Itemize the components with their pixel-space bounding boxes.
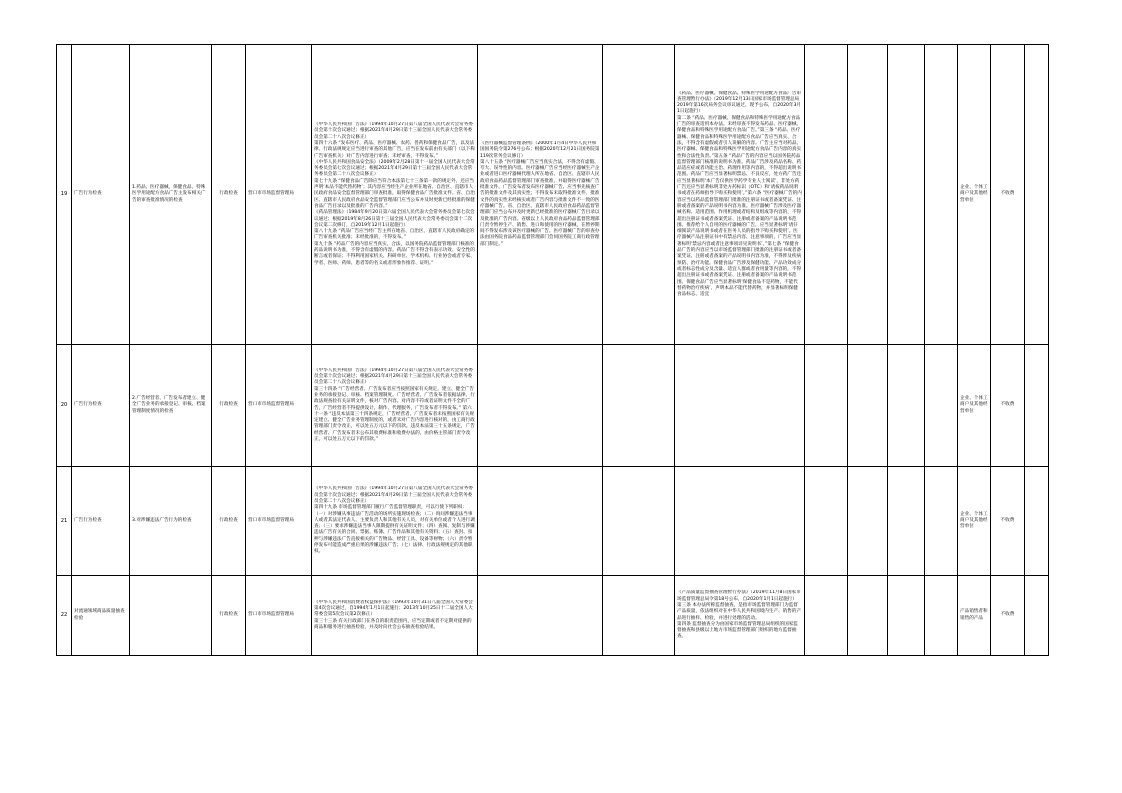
inspection-subject: 企业、个体工商户及其他经营单位 bbox=[958, 467, 991, 576]
row-index: 22 bbox=[57, 576, 72, 656]
inspection-name: 广告行为检查 bbox=[72, 467, 130, 576]
legal-basis-regulation bbox=[478, 345, 603, 467]
inspection-type: 行政检查 bbox=[212, 467, 246, 576]
fee-status: 不收费 bbox=[991, 467, 1025, 576]
legal-basis-rule: 《药品、医疗器械、保健食品、特殊医学用途配方食品广告审查管理暂行办法》（2019年12月13日国家市场监督管理总局2019年第16次局务会议审议通过，现予公布，自2020年3月1日起施行） 第二条 “药品、医疗器械、保健食品和特殊医学用途配方食品广告的审查适用本办法。未经审查不得发布药品、医疗器械、保健食品和特殊医学用途配方食品广告。”第三条 “药品、医疗器械、保健食品和特殊医学用途配方食品广告应当真实、合法，不得含有虚假或者引人误解的内容。广告主应当对药品、医疗器械、保健食品和特殊医学用途配方食品广告内容的真实性和合法性负责。”第五条 “药品广告的内容应当以国务院药品监督管理部门核准的说明书为准。药品广告涉及药品名称、药品适应症或者功能主治、药理作用等内容的，不得超出说明书范围。药品广告应当显著标明禁忌、不良反应，处方药广告还应当显著标明‘本广告仅供医学药学专业人士阅读’，非处方药广告还应当显著标明非处方药标识（OTC）和‘请按药品说明书或者在药师指导下购买和使用’。”第六条 “医疗器械广告的内容应当以药品监督管理部门批准的注册证书或者备案凭证、注册或者备案的产品说明书内容为准。医疗器械广告涉及医疗器械名称、适用范围、作用机理或者结构及组成等内容的，不得超出注册证书或者备案凭证、注册或者备案的产品说明书范围。推荐给个人自用的医疗器械的广告，应当显著标明‘请仔细阅读产品说明书或者在医务人员的指导下购买和使用’。医疗器械产品注册证书中有禁忌内容、注意事项的，广告应当显著标明‘禁忌内容或者注意事项详见说明书’。”第七条 “保健食品广告的内容应当以市场监督管理部门批准的注册证书或者备案凭证、注册或者备案的产品说明书内容为准，不得涉及疾病预防、治疗功能。保健食品广告涉及保健功能、产品功效成分或者标志性成分及含量、适宜人群或者食用量等内容的，不得超出注册证书或者备案凭证、注册或者备案的产品说明书范围。保健食品广告应当显著标明‘保健食品不是药物，不能代替药物治疗疾病’，声明本品不能代替药物，并显著标明保健食品标志、适宜 bbox=[677, 90, 802, 298]
legal-basis-regulation bbox=[478, 576, 603, 656]
inspection-name: 广告行为检查 bbox=[72, 345, 130, 467]
empty-cell bbox=[925, 345, 958, 467]
legal-basis-law: 《中华人民共和国广告法》（1994年10月27日第八届全国人民代表大会常务委员会第十次会议通过；根据2021年4月29日第十三届全国人民代表大会常务委员会第二十八次会议修正） 第三十四条 “广告经营者、广告发布者应当按照国家有关规定，建立、健全广告业务的承接登记、审核、档案管理制度。广告经营者、广告发布者依据法律、行政法规查验有关证明文件，核对广告内容。对内容不符或者证明文件不全的广告，广告经营者不得提供设计、制作、代理服务，广告发布者不得发布。” 第六十一条 “违反本法第三十四条规定，广告经营者、广告发布者未按照国家有关规定建立、健全广告业务管理制度的，或者未对广告内容进行核对的，由工商行政管理部门责令改正，可以处五万元以下的罚款。违反本法第三十五条规定，广告经营者、广告发布者未公布其收费标准和收费办法的，由价格主管部门责令改正，可以处五万元以下的罚款。” bbox=[314, 367, 475, 442]
table-row bbox=[57, 467, 1049, 576]
empty-cell bbox=[888, 45, 925, 345]
inspection-item: 3.对涉嫌违法广告行为的检查 bbox=[130, 467, 212, 576]
fee-status: 不收费 bbox=[991, 576, 1025, 656]
fee-status: 不收费 bbox=[991, 45, 1025, 345]
empty-cell bbox=[1025, 467, 1049, 576]
inspection-name: 广告行为检查 bbox=[72, 45, 130, 345]
row-index: 20 bbox=[57, 345, 72, 467]
legal-basis-regulation bbox=[478, 467, 603, 576]
inspection-type: 行政检查 bbox=[212, 576, 246, 656]
fee-status: 不收费 bbox=[991, 345, 1025, 467]
empty-cell bbox=[925, 576, 958, 656]
legal-basis-regulation: 《医疗器械监督管理条例》（2000年1月4日中华人民共和国国务院令第276号公布；根据2020年12月21日国务院第119次常务会议修订） 第八十五条 “医疗器械广告应当真实合法，不得含有虚假、夸大、误导性的内容。医疗器械广告应当经医疗器械生产企业或者进口医疗器械代理人所在地省、自治区、直辖市人民政府食品药品监督管理部门审查批准，并取得医疗器械广告批准文件。广告发布者发布医疗器械广告，应当事先核查广告的批准文件及其真实性；不得发布未取得批准文件、批准文件的真实性未经核实或者广告内容与批准文件不一致的医疗器械广告。省、自治区、直辖市人民政府食品药品监督管理部门应当公布并及时更新已经批准的医疗器械广告目录以及批准的广告内容。省级以上人民政府食品药品监督管理部门责令暂停生产、销售、进口和使用的医疗器械，在暂停期间不得发布涉及该医疗器械的广告。医疗器械广告的审查办法由国务院食品药品监督管理部门会同国务院工商行政管理部门制定。” bbox=[480, 140, 600, 247]
inspection-type: 行政检查 bbox=[212, 45, 246, 345]
empty-cell bbox=[603, 576, 675, 656]
legal-basis-rule: 《产品质量监督抽查管理暂行办法》（2019年11月8日国家市场监督管理总局令第18号公布，自2020年1月1日起施行） 第三条 本办法所称监督抽查，是指市场监督管理部门为监督产品质量，依法组织对在中华人民共和国境内生产、销售的产品进行抽样、检验，并进行处理的活动。 第四条 监督抽查分为由国家市场监督管理总局组织的国家监督抽查和县级以上地方市场监督管理部门组织的地方监督抽查。 bbox=[677, 590, 802, 640]
empty-cell bbox=[1025, 576, 1049, 656]
empty-cell bbox=[603, 467, 675, 576]
empty-cell bbox=[848, 345, 888, 467]
empty-cell bbox=[848, 576, 888, 656]
row-index: 19 bbox=[57, 45, 72, 345]
inspection-subject: 产品销售者和销售的产品 bbox=[958, 576, 991, 656]
implementing-agency: 营口市市场监督管理局 bbox=[246, 45, 312, 345]
legal-basis-law: 《中华人民共和国消费者权益保护法》（1993年10月31日八届全国人大常委会第4次会议通过，自1994年1月1日起施行；2013年10月25日十二届全国人大常委会第5次会议第2次修正） 第三十三条 有关行政部门在各自的职责范围内，应当定期或者不定期对提供的商品和服务进行抽查检验，并及时向社会公布抽查检验结果。 bbox=[314, 599, 473, 630]
empty-cell bbox=[805, 467, 848, 576]
empty-cell bbox=[848, 45, 888, 345]
empty-cell bbox=[1025, 345, 1049, 467]
inspection-name: 对流通领域商品质量抽查检验 bbox=[72, 576, 130, 656]
implementing-agency: 营口市市场监督管理局 bbox=[246, 345, 312, 467]
empty-cell bbox=[925, 467, 958, 576]
inspection-item bbox=[130, 576, 212, 656]
legal-basis-rule bbox=[675, 345, 805, 467]
row-index: 21 bbox=[57, 467, 72, 576]
inspection-type: 行政检查 bbox=[212, 345, 246, 467]
inspection-subject: 企业、个体工商户及其他经营单位 bbox=[958, 345, 991, 467]
empty-cell bbox=[888, 576, 925, 656]
legal-basis-law: 《中华人民共和国广告法》（1994年10月27日第八届全国人民代表大会常务委员会第十次会议通过；根据2021年4月29日第十三届全国人民代表大会常务委员会第二十八次会议修正） 第四十六条 “发布医疗、药品、医疗器械、农药、兽药和保健食品广告，以及法律、行政法规规定应当进行审查的其他广告，应当在发布前由有关部门（以下称广告审查机关）对广告内容进行审查；未经审查，不得发布。” 《中华人民共和国食品安全法》（2009年2月28日第十一届全国人民代表大会常务委员会第七次会议通过；根据2021年4月29日第十三届全国人民代表大会常务委员会第二十八次会议修正） 第七十九条 “保健食品广告除应当符合本法第七十三条第一款的规定外，还应当声明‘本品不能代替药物’；其内容应当经生产企业所在地省、自治区、直辖市人民政府食品安全监督管理部门审查批准，取得保健食品广告批准文件。省、自治区、直辖市人民政府食品安全监督管理部门应当公布并及时更新已经批准的保健食品广告目录以及批准的广告内容。” 《药品管理法》（1984年9月20日第六届全国人民代表大会常务委员会第七次会议通过；根据2019年8月26日第十三届全国人民代表大会常务委员会第十二次会议第二次修订，自2019年12月1日起施行） 第八十九条 “药品广告应当经广告主所在地省、自治区、直辖市人民政府确定的广告审查机关批准；未经批准的，不得发布。” 第九十条 “药品广告的内容应当真实、合法，以国务院药品监督管理部门核准的药品说明书为准，不得含有虚假的内容。药品广告不得含有表示功效、安全性的断言或者保证；不得利用国家机关、科研单位、学术机构、行业协会或者专家、学者、医师、药师、患者等的名义或者形象作推荐、证明。” bbox=[314, 122, 475, 266]
inspection-subject: 企业、个体工商户及其他经营单位 bbox=[958, 45, 991, 345]
empty-cell bbox=[805, 576, 848, 656]
empty-cell bbox=[888, 467, 925, 576]
inspection-item: 2.广告经营者、广告发布者建立、健全广告业务的承接登记、审核、档案管理制度情况的检查 bbox=[130, 345, 212, 467]
table-row bbox=[57, 45, 1049, 345]
implementing-agency: 营口市市场监督管理局 bbox=[246, 467, 312, 576]
empty-cell bbox=[848, 467, 888, 576]
inspection-table bbox=[56, 44, 1049, 656]
table-row bbox=[57, 576, 1049, 656]
empty-cell bbox=[925, 45, 958, 345]
inspection-item: 1.药品、医疗器械、保健食品、特殊医学用途配方食品广告主发布相关广告的审查批准情况的检查 bbox=[130, 45, 212, 345]
empty-cell bbox=[603, 345, 675, 467]
empty-cell bbox=[603, 45, 675, 345]
implementing-agency: 营口市市场监督管理局 bbox=[246, 576, 312, 656]
legal-basis-law: 《中华人民共和国广告法》（1994年10月27日第八届全国人民代表大会常务委员会第十次会议通过；根据2021年4月29日第十三届全国人民代表大会常务委员会第二十八次会议修正） 第四十九条 市场监督管理部门履行广告监督管理职责，可以行使下列职权：（一）对涉嫌从事违法广告活动的场所实施现场检查；（二）询问涉嫌违法当事人或者其法定代表人、主要负责人和其他有关人员，对有关单位或者个人进行调查；（三）要求涉嫌违法当事人限期提供有关证明文件；（四）查阅、复制与涉嫌违法广告有关的合同、票据、账簿、广告作品和其他有关资料；（五）查封、扣押与涉嫌违法广告直接相关的广告物品、经营工具、设备等财物；（六）责令暂停发布可能造成严重后果的涉嫌违法广告；（七）法律、行政法规规定的其他职权。 bbox=[314, 486, 475, 555]
empty-cell bbox=[805, 45, 848, 345]
empty-cell bbox=[805, 345, 848, 467]
empty-cell bbox=[888, 345, 925, 467]
legal-basis-rule bbox=[675, 467, 805, 576]
empty-cell bbox=[1025, 45, 1049, 345]
table-row bbox=[57, 345, 1049, 467]
